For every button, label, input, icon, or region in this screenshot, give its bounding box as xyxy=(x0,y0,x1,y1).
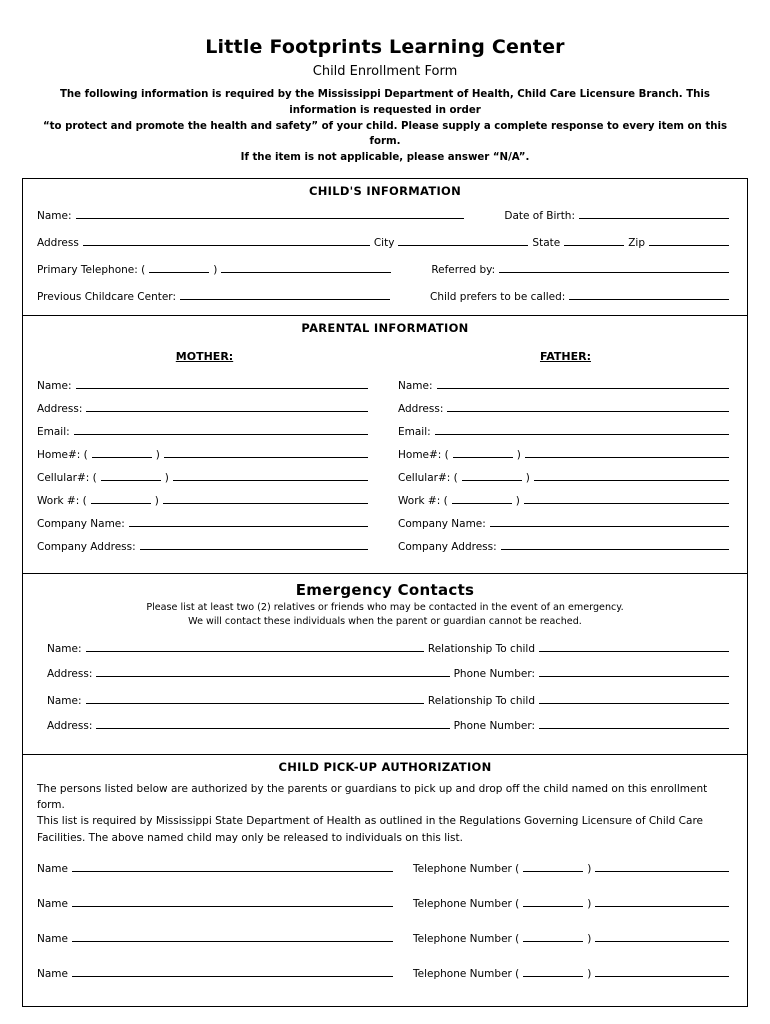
emergency-2-phone-label: Phone Number: xyxy=(453,719,535,732)
father-company-name-label: Company Name: xyxy=(398,518,486,531)
child-primary-telephone-row xyxy=(37,261,733,276)
emergency-2-name-input[interactable] xyxy=(86,692,424,704)
pickup-4-paren-close: ) xyxy=(587,967,592,980)
emergency-1-relationship-input[interactable] xyxy=(539,640,729,652)
parental-information-heading: PARENTAL INFORMATION xyxy=(301,321,469,336)
pickup-1-name-label: Name xyxy=(37,862,68,875)
pickup-1-telephone-label: Telephone Number ( xyxy=(413,862,520,875)
pickup-para-line-3: Facilities. The above named child may only be released to individuals on this list. xyxy=(37,831,463,844)
emergency-sub-line-2: We will contact these individuals when the parent or guardian cannot be reached. xyxy=(188,616,582,628)
emergency-1-address-label: Address: xyxy=(47,667,93,680)
mother-home-phone-input[interactable] xyxy=(164,446,368,458)
mother-company-address-label: Company Address: xyxy=(37,541,136,554)
pickup-2-name-input[interactable] xyxy=(72,895,393,907)
father-work-phone-row xyxy=(398,492,733,507)
child-zip-label: Zip xyxy=(628,237,645,250)
mother-home-phone-row xyxy=(37,446,372,461)
emergency-sub-line-1: Please list at least two (2) relatives or friends who may be contacted in the event of an emergency. xyxy=(146,602,624,614)
mother-company-address-input[interactable] xyxy=(140,538,368,550)
emergency-1-name-label: Name: xyxy=(47,642,82,655)
pickup-3-paren-close: ) xyxy=(587,932,592,945)
pickup-4-telephone-label: Telephone Number ( xyxy=(413,967,520,980)
father-work-phone-label: Work #: ( xyxy=(398,495,448,508)
emergency-2-phone-input[interactable] xyxy=(539,717,729,729)
referred-by-label: Referred by: xyxy=(431,264,496,277)
father-cell-phone-input[interactable] xyxy=(534,469,729,481)
section-emergency-contacts xyxy=(22,574,748,755)
emergency-1-name-row xyxy=(37,640,733,655)
emergency-2-address-row xyxy=(37,717,733,732)
father-cell-phone-label: Cellular#: ( xyxy=(398,472,458,485)
child-city-input[interactable] xyxy=(398,234,528,246)
section-pickup-authorization xyxy=(22,755,748,1007)
father-work-areacode-input[interactable] xyxy=(452,492,512,504)
primary-telephone-areacode-input[interactable] xyxy=(149,261,209,273)
previous-center-input[interactable] xyxy=(180,288,390,300)
emergency-2-name-label: Name: xyxy=(47,694,82,707)
prefers-called-label: Child prefers to be called: xyxy=(429,291,566,304)
pickup-authorization-heading: CHILD PICK-UP AUTHORIZATION xyxy=(278,759,492,774)
father-name-row xyxy=(398,377,733,392)
mother-home-phone-label: Home#: ( xyxy=(37,449,88,462)
child-name-input[interactable] xyxy=(76,207,465,219)
father-cell-paren-close: ) xyxy=(525,472,530,485)
child-state-input[interactable] xyxy=(564,234,624,246)
father-company-address-label: Company Address: xyxy=(398,541,497,554)
pickup-1-areacode-input[interactable] xyxy=(523,860,583,872)
emergency-1-phone-input[interactable] xyxy=(539,665,729,677)
child-information-heading: CHILD'S INFORMATION xyxy=(308,184,462,199)
primary-telephone-input[interactable] xyxy=(221,261,391,273)
father-address-row xyxy=(398,400,733,415)
mother-cell-phone-label: Cellular#: ( xyxy=(37,472,97,485)
intro-line-2: “to protect and promote the health and safety” of your child. Please supply a complete response to every item on this form. xyxy=(42,120,728,148)
intro-paragraph xyxy=(36,87,734,166)
mother-company-address-row xyxy=(37,538,372,553)
pickup-2-telephone-label: Telephone Number ( xyxy=(413,897,520,910)
emergency-1-address-row xyxy=(37,665,733,680)
pickup-para-line-1: The persons listed below are authorized by the parents or guardians to pick up and drop off the child named on this enrollment form. xyxy=(37,782,708,812)
pickup-4-name-label: Name xyxy=(37,967,68,980)
emergency-2-relationship-label: Relationship To child xyxy=(427,694,535,707)
emergency-contacts-subtext xyxy=(23,601,747,630)
child-zip-input[interactable] xyxy=(649,234,729,246)
parental-columns xyxy=(23,338,747,573)
emergency-2-address-label: Address: xyxy=(47,719,93,732)
pickup-3-telephone-input[interactable] xyxy=(595,930,729,942)
father-title: FATHER: xyxy=(539,350,591,364)
pickup-4-telephone-input[interactable] xyxy=(595,965,729,977)
father-email-label: Email: xyxy=(398,426,431,439)
father-company-address-row xyxy=(398,538,733,553)
mother-address-row xyxy=(37,400,372,415)
mother-cell-paren-close: ) xyxy=(164,472,169,485)
emergency-1-address-input[interactable] xyxy=(96,665,449,677)
pickup-row-1 xyxy=(37,860,733,875)
intro-line-1: The following information is required by the Mississippi Department of Health, Child Care Licensure Branch. This information is requested in order xyxy=(59,89,710,116)
father-home-phone-label: Home#: ( xyxy=(398,449,449,462)
child-state-label: State xyxy=(532,237,561,250)
father-home-areacode-input[interactable] xyxy=(453,446,513,458)
father-company-address-input[interactable] xyxy=(501,538,729,550)
intro-line-3: If the item is not applicable, please answer “N/A”. xyxy=(240,152,530,164)
mother-work-phone-label: Work #: ( xyxy=(37,495,87,508)
pickup-row-4 xyxy=(37,965,733,980)
emergency-contact-1 xyxy=(37,640,733,680)
father-home-phone-row xyxy=(398,446,733,461)
emergency-1-relationship-label: Relationship To child xyxy=(427,642,535,655)
child-information-body xyxy=(23,201,747,315)
child-previous-center-row xyxy=(37,288,733,303)
mother-email-row xyxy=(37,423,372,438)
emergency-1-phone-label: Phone Number: xyxy=(453,667,535,680)
father-work-phone-input[interactable] xyxy=(524,492,729,504)
pickup-2-areacode-input[interactable] xyxy=(523,895,583,907)
mother-name-row xyxy=(37,377,372,392)
primary-telephone-paren-close: ) xyxy=(213,264,218,277)
mother-column xyxy=(37,344,372,561)
father-cell-areacode-input[interactable] xyxy=(462,469,522,481)
child-address-input[interactable] xyxy=(83,234,370,246)
pickup-row-2 xyxy=(37,895,733,910)
father-address-input[interactable] xyxy=(447,400,729,412)
mother-company-name-input[interactable] xyxy=(129,515,368,527)
father-name-input[interactable] xyxy=(437,377,729,389)
father-email-row xyxy=(398,423,733,438)
father-cell-phone-row xyxy=(398,469,733,484)
section-child-information xyxy=(22,178,748,316)
mother-company-name-row xyxy=(37,515,372,530)
mother-email-label: Email: xyxy=(37,426,70,439)
mother-title: MOTHER: xyxy=(175,350,234,364)
child-address-row xyxy=(37,234,733,249)
mother-address-label: Address: xyxy=(37,403,83,416)
emergency-contact-2 xyxy=(37,692,733,732)
father-address-label: Address: xyxy=(398,403,444,416)
referred-by-input[interactable] xyxy=(499,261,729,273)
emergency-contacts-body xyxy=(23,630,747,754)
pickup-3-name-input[interactable] xyxy=(72,930,393,942)
page-title: Little Footprints Learning Center xyxy=(205,36,565,58)
section-parental-information xyxy=(22,316,748,574)
emergency-contacts-heading: Emergency Contacts xyxy=(295,581,475,600)
father-home-phone-input[interactable] xyxy=(525,446,729,458)
child-name-label: Name: xyxy=(37,210,72,223)
pickup-1-name-input[interactable] xyxy=(72,860,393,872)
mother-name-input[interactable] xyxy=(76,377,368,389)
mother-cell-areacode-input[interactable] xyxy=(101,469,161,481)
mother-work-paren-close: ) xyxy=(154,495,159,508)
emergency-1-name-input[interactable] xyxy=(86,640,424,652)
previous-center-label: Previous Childcare Center: xyxy=(37,291,176,304)
emergency-2-name-row xyxy=(37,692,733,707)
mother-cell-phone-row xyxy=(37,469,372,484)
pickup-3-name-label: Name xyxy=(37,932,68,945)
mother-email-input[interactable] xyxy=(74,423,368,435)
father-name-label: Name: xyxy=(398,380,433,393)
pickup-1-telephone-input[interactable] xyxy=(595,860,729,872)
child-address-label: Address xyxy=(37,237,79,250)
father-company-name-input[interactable] xyxy=(490,515,729,527)
emergency-2-address-input[interactable] xyxy=(96,717,449,729)
child-city-label: City xyxy=(373,237,395,250)
mother-cell-phone-input[interactable] xyxy=(173,469,368,481)
pickup-2-telephone-input[interactable] xyxy=(595,895,729,907)
mother-company-name-label: Company Name: xyxy=(37,518,125,531)
mother-address-input[interactable] xyxy=(86,400,368,412)
child-dob-input[interactable] xyxy=(579,207,729,219)
pickup-3-areacode-input[interactable] xyxy=(523,930,583,942)
pickup-3-telephone-label: Telephone Number ( xyxy=(413,932,520,945)
emergency-2-relationship-input[interactable] xyxy=(539,692,729,704)
father-column xyxy=(372,344,733,561)
child-dob-label: Date of Birth: xyxy=(504,210,575,223)
pickup-2-paren-close: ) xyxy=(587,897,592,910)
father-email-input[interactable] xyxy=(435,423,729,435)
pickup-row-3 xyxy=(37,930,733,945)
pickup-para-line-2: This list is required by Mississippi State Department of Health as outlined in the Regulations Governing Licensure of Child Care xyxy=(37,815,703,828)
father-company-name-row xyxy=(398,515,733,530)
mother-name-label: Name: xyxy=(37,380,72,393)
mother-home-areacode-input[interactable] xyxy=(92,446,152,458)
pickup-1-paren-close: ) xyxy=(587,862,592,875)
pickup-4-areacode-input[interactable] xyxy=(523,965,583,977)
mother-work-phone-input[interactable] xyxy=(163,492,368,504)
mother-work-phone-row xyxy=(37,492,372,507)
pickup-2-name-label: Name xyxy=(37,897,68,910)
pickup-authorization-rows xyxy=(23,846,747,1006)
prefers-called-input[interactable] xyxy=(569,288,729,300)
pickup-authorization-paragraph xyxy=(23,777,747,846)
primary-telephone-label: Primary Telephone: ( xyxy=(37,264,146,277)
mother-home-paren-close: ) xyxy=(155,449,160,462)
mother-work-areacode-input[interactable] xyxy=(91,492,151,504)
father-work-paren-close: ) xyxy=(515,495,520,508)
father-home-paren-close: ) xyxy=(516,449,521,462)
child-name-row xyxy=(37,207,733,222)
pickup-4-name-input[interactable] xyxy=(72,965,393,977)
page-subtitle: Child Enrollment Form xyxy=(312,64,458,79)
